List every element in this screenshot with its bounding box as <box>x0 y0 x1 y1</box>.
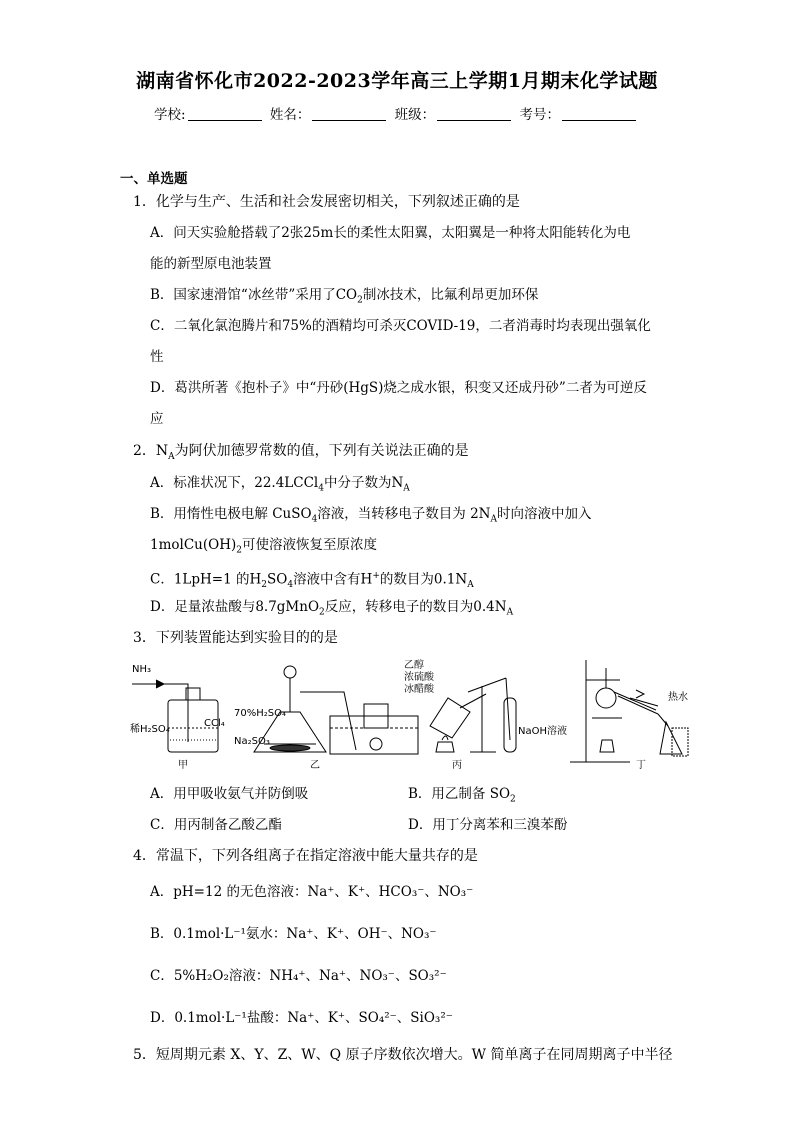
q4-option-b: B．0.1mol·L⁻¹氨水：Na⁺、K⁺、OH⁻、NO₃⁻ <box>150 926 437 942</box>
q3-option-b: B．用乙制备 $SO_2$ <box>408 786 516 805</box>
q2-option-d: D．足量浓盐酸与8.7gMnO$_2$反应，转移电子的数目为$0.4N_A$ <box>150 599 514 618</box>
q1-option-d-line2: 应 <box>150 411 164 427</box>
q5-stem: 5．短周期元素 X、Y、Z、W、Q 原子序数依次增大。W 简单离子在同周期离子中半径 <box>133 1047 673 1063</box>
class-blank[interactable] <box>437 108 511 121</box>
apparatus-bing <box>430 678 516 752</box>
q1-option-c-line2: 性 <box>150 349 164 365</box>
fig-h2so4-70-label: 70%H₂SO₄ <box>234 708 286 719</box>
q1-option-a-line2: 能的新型原电池装置 <box>150 256 272 272</box>
id-blank[interactable] <box>562 108 636 121</box>
fig-ccl4-label: CCl₄ <box>204 718 225 729</box>
q4-option-a: A．pH=12 的无色溶液：Na⁺、K⁺、HCO₃⁻、NO₃⁻ <box>150 884 474 900</box>
q3-option-d: D．用丁分离苯和三溴苯酚 <box>408 817 568 833</box>
student-info-line <box>0 103 794 123</box>
class-label: 班级： <box>394 107 436 123</box>
q2-option-a: A．标准状况下，22.4LCCl$_4$中分子数为$N_A$ <box>150 475 410 494</box>
id-label: 考号： <box>519 107 560 123</box>
fig-label-ding: 丁 <box>636 760 646 770</box>
q3-stem: 3．下列装置能达到实验目的的是 <box>133 630 338 646</box>
name-label: 姓名： <box>269 107 311 123</box>
fig-h2so4-label: 稀H₂SO₄ <box>130 724 170 735</box>
fig-hotwater-label: 热水 <box>668 692 688 703</box>
q4-option-d: D．0.1mol·L⁻¹盐酸：Na⁺、K⁺、SO₄²⁻、SiO₃²⁻ <box>150 1010 453 1026</box>
fig-label-jia: 甲 <box>178 760 188 770</box>
fig-naoh-label: NaOH溶液 <box>518 726 567 737</box>
q2-option-c: C．1LpH=1 的$H_2SO_4$溶液中含有H+的数目为$0.1N_A$ <box>150 571 474 591</box>
fig-label-yi: 乙 <box>310 760 320 770</box>
q4-option-c: C．5%H₂O₂溶液：NH₄⁺、Na⁺、NO₃⁻、SO₃²⁻ <box>150 968 447 984</box>
fig-nh3-label: NH₃ <box>132 664 152 675</box>
fig-label-bing: 丙 <box>452 760 462 770</box>
q3-option-a: A．用甲吸收氨气并防倒吸 <box>150 786 309 802</box>
exam-title: 湖南省怀化市2022-2023学年高三上学期1月期末化学试题 <box>136 70 658 92</box>
school-blank[interactable] <box>188 108 262 121</box>
apparatus-ding <box>570 660 688 762</box>
fig-acetic-acid-label: 冰醋酸 <box>404 684 434 695</box>
apparatus-jia <box>132 680 218 752</box>
q1-option-d-line1: D．葛洪所著《抱朴子》中“丹砂(HgS)烧之成水银，积变又还成丹砂”二者为可逆反 <box>150 380 647 396</box>
fig-ethanol-label: 乙醇 <box>404 660 424 671</box>
q2-option-b-line2: $1molCu(OH)_2$可使溶液恢复至原浓度 <box>150 537 377 556</box>
apparatus-figure <box>130 658 690 770</box>
fig-conc-sulfuric-label: 浓硫酸 <box>404 672 434 683</box>
q2-option-b-line1: B．用惰性电极电解 CuSO$_4$溶液，当转移电子数目为 $2N_A$时向溶液中加入 <box>150 506 592 525</box>
q1-option-b: B．国家速滑馆“冰丝带”采用了$CO_2$制冰技术，比氟利昂更加环保 <box>150 287 539 306</box>
q3-option-c: C．用丙制备乙酸乙酯 <box>150 817 282 833</box>
name-blank[interactable] <box>312 108 386 121</box>
q4-stem: 4．常温下，下列各组离子在指定溶液中能大量共存的是 <box>133 848 478 864</box>
section-title: 一、单选题 <box>120 171 188 187</box>
fig-na2so3-label: Na₂SO₃ <box>234 736 270 747</box>
q2-stem: 2．$N_A$为阿伏加德罗常数的值，下列有关说法正确的是 <box>133 443 469 462</box>
q1-stem: 1．化学与生产、生活和社会发展密切相关，下列叙述正确的是 <box>133 194 520 210</box>
school-label: 学校: <box>154 107 186 123</box>
q1-option-a-line1: A．问天实验舱搭载了2张25m长的柔性太阳翼，太阳翼是一种将太阳能转化为电 <box>150 225 631 241</box>
q1-option-c-line1: C．二氧化氯泡腾片和75%的酒精均可杀灭COVID-19，二者消毒时均表现出强氧化 <box>150 318 651 334</box>
